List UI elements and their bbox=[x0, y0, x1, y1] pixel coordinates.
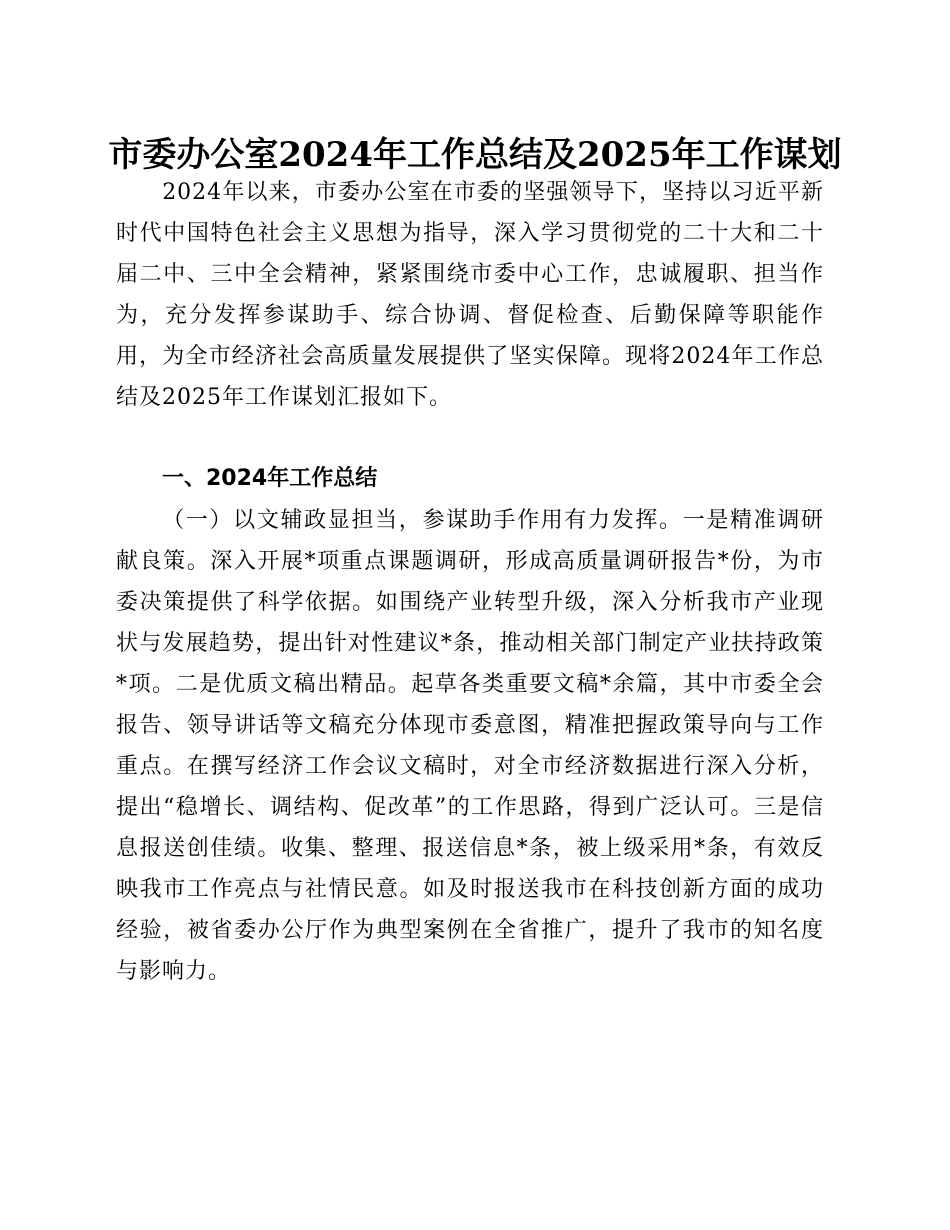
section-heading: 一、2024年工作总结 bbox=[162, 466, 378, 491]
section-paragraph: （一）以文辅政显担当，参谋助手作用有力发挥。一是精准调研献良策。深入开展*项重点课题调研，形成高质量调研报告*份，为市委决策提供了科学依据。如围绕产业转型升级，深入分析我市产业现状与发展趋势，提出针对性建议*条，推动相关部门制定产业扶持政策*项。二是优质文稿出精品。起草各类重要文稿*余篇，其中市委全会报告、领导讲话等文稿充分体现市委意图，精准把握政策导向与工作重点。在撰写经济工作会议文稿时，对全市经济数据进行深入分析，提出“稳增长、调结构、促改革”的工作思路，得到广泛认可。三是信息报送创佳绩。收集、整理、报送信息*条，被上级采用*条，有效反映我市工作亮点与社情民意。如及时报送我市在科技创新方面的成功经验，被省委办公厅作为典型案例在全省推广，提升了我市的知名度与影响力。 bbox=[116, 508, 824, 984]
document-title: 市委办公室2024年工作总结及2025年工作谋划 bbox=[108, 135, 842, 175]
intro-paragraph: 2024年以来，市委办公室在市委的坚强领导下，坚持以习近平新时代中国特色社会主义思想为指导，深入学习贯彻党的二十大和二十届二中、三中全会精神，紧紧围绕市委中心工作，忠诚履职、担当作为，充分发挥参谋助手、综合协调、督促检查、后勤保障等职能作用，为全市经济社会高质量发展提供了坚实保障。现将2024年工作总结及2025年工作谋划汇报如下。 bbox=[116, 180, 824, 410]
